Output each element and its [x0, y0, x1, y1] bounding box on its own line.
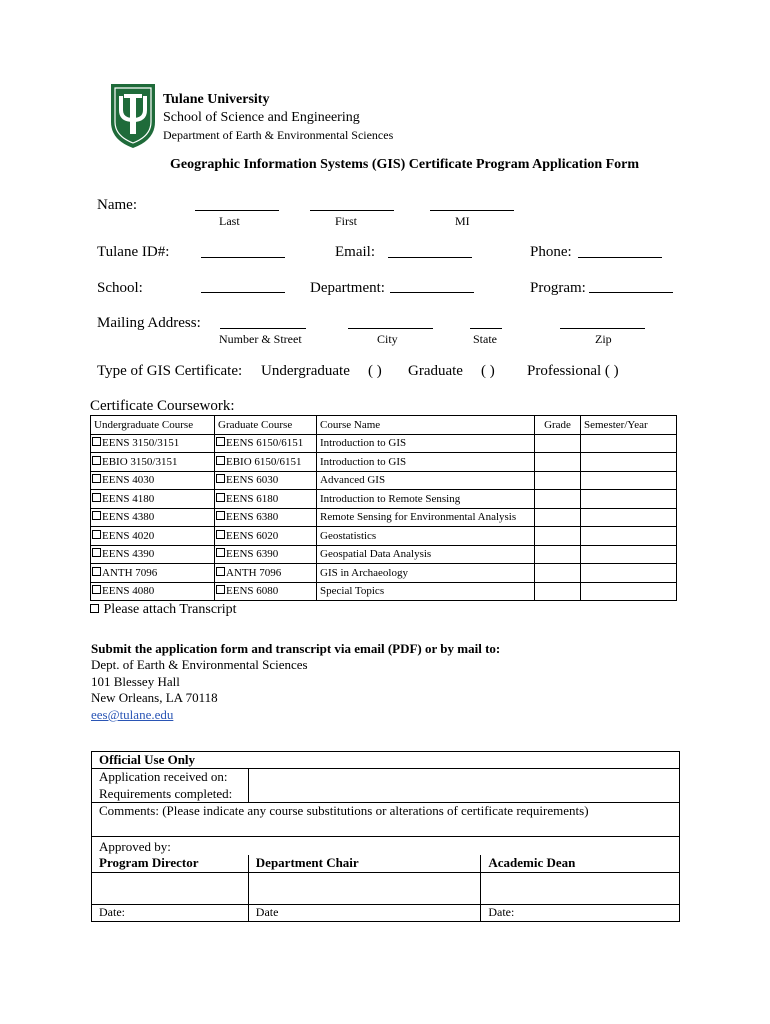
graduate-course-code: EBIO 6150/6151	[226, 455, 302, 468]
graduate-course-checkbox[interactable]	[216, 567, 225, 576]
department-name: Department of Earth & Environmental Sciences	[163, 128, 394, 142]
undergrad-course-cell[interactable]	[91, 434, 215, 453]
course-name: Remote Sensing for Environmental Analysis	[317, 508, 535, 527]
course-row	[91, 564, 677, 583]
semester-year-field[interactable]	[581, 564, 677, 583]
mi-caption: MI	[455, 214, 470, 228]
requirements-label: Requirements completed:	[92, 786, 249, 803]
name-label: Name:	[97, 197, 137, 213]
program-label: Program:	[530, 280, 586, 296]
course-row	[91, 545, 677, 564]
course-name: Introduction to GIS	[317, 434, 535, 453]
header-semester: Semester/Year	[581, 416, 677, 435]
phone-label: Phone:	[530, 244, 572, 260]
address-line-1: Dept. of Earth & Environmental Sciences	[91, 657, 308, 672]
undergrad-course-code: EENS 4180	[102, 492, 155, 505]
undergrad-course-code: EBIO 3150/3151	[102, 455, 178, 468]
undergrad-option-label: Undergraduate	[261, 363, 350, 379]
semester-year-field[interactable]	[581, 527, 677, 546]
undergrad-course-cell[interactable]	[91, 453, 215, 472]
undergrad-course-checkbox[interactable]	[92, 567, 101, 576]
course-name: Geostatistics	[317, 527, 535, 546]
tulane-id-label: Tulane ID#:	[97, 244, 170, 260]
school-label: School:	[97, 280, 143, 296]
graduate-option-label: Graduate	[408, 363, 463, 379]
professional-option[interactable]: Professional ( )	[527, 363, 619, 379]
undergrad-course-checkbox[interactable]	[92, 511, 101, 520]
course-name: Geospatial Data Analysis	[317, 545, 535, 564]
grade-field[interactable]	[535, 434, 581, 453]
semester-year-field[interactable]	[581, 508, 677, 527]
state-field[interactable]	[470, 328, 502, 329]
first-caption: First	[335, 214, 358, 228]
undergrad-course-code: EENS 4030	[102, 474, 155, 487]
header-course-name: Course Name	[317, 416, 535, 435]
program-director-label: Program Director	[92, 855, 249, 872]
coursework-title: Certificate Coursework:	[90, 398, 235, 414]
first-name-field[interactable]	[310, 210, 394, 211]
graduate-course-cell[interactable]	[215, 508, 317, 527]
transcript-checkbox[interactable]	[90, 604, 99, 613]
semester-year-field[interactable]	[581, 545, 677, 564]
department-chair-label: Department Chair	[248, 855, 481, 872]
comments-label: Comments: (Please indicate any course substitutions or alterations of certificate requirements)	[92, 803, 680, 837]
coursework-header-row	[91, 416, 677, 435]
director-date-label: Date:	[92, 904, 249, 921]
undergrad-course-checkbox[interactable]	[92, 456, 101, 465]
undergrad-course-checkbox[interactable]	[92, 493, 101, 502]
undergrad-course-cell[interactable]	[91, 582, 215, 601]
graduate-course-cell[interactable]	[215, 582, 317, 601]
chair-date-label: Date	[248, 904, 481, 921]
grade-field[interactable]	[535, 527, 581, 546]
city-caption: City	[377, 332, 398, 346]
department-chair-signature[interactable]	[248, 872, 481, 904]
received-label: Application received on:	[92, 769, 249, 786]
street-caption: Number & Street	[219, 332, 302, 346]
undergrad-course-cell[interactable]	[91, 471, 215, 490]
undergrad-course-code: EENS 4080	[102, 585, 155, 598]
zip-caption: Zip	[595, 332, 612, 346]
program-director-signature[interactable]	[92, 872, 249, 904]
graduate-course-code: EENS 6030	[226, 474, 279, 487]
street-field[interactable]	[220, 328, 306, 329]
school-field[interactable]	[201, 292, 285, 293]
state-caption: State	[473, 332, 497, 346]
undergrad-course-code: EENS 4380	[102, 511, 155, 524]
graduate-course-cell[interactable]	[215, 453, 317, 472]
course-row	[91, 490, 677, 509]
semester-year-field[interactable]	[581, 453, 677, 472]
dean-date-label: Date:	[481, 904, 680, 921]
graduate-course-cell[interactable]	[215, 545, 317, 564]
last-name-field[interactable]	[195, 210, 279, 211]
academic-dean-label: Academic Dean	[481, 855, 680, 872]
graduate-course-code: EENS 6180	[226, 492, 279, 505]
header-undergrad: Undergraduate Course	[91, 416, 215, 435]
mailing-address-label: Mailing Address:	[97, 315, 201, 331]
undergrad-course-checkbox[interactable]	[92, 437, 101, 446]
course-row	[91, 434, 677, 453]
program-field[interactable]	[589, 292, 673, 293]
course-row	[91, 508, 677, 527]
course-row	[91, 471, 677, 490]
course-name: Special Topics	[317, 582, 535, 601]
course-row	[91, 582, 677, 601]
graduate-course-cell[interactable]	[215, 490, 317, 509]
undergrad-course-code: EENS 3150/3151	[102, 437, 180, 450]
graduate-course-cell[interactable]	[215, 527, 317, 546]
department-label: Department:	[310, 280, 385, 296]
semester-year-field[interactable]	[581, 490, 677, 509]
grade-field[interactable]	[535, 453, 581, 472]
submit-heading: Submit the application form and transcript via email (PDF) or by mail to:	[91, 641, 501, 656]
grade-field[interactable]	[535, 545, 581, 564]
undergrad-course-checkbox[interactable]	[92, 474, 101, 483]
email-link[interactable]: ees@tulane.edu	[91, 707, 174, 722]
graduate-course-checkbox[interactable]	[216, 530, 225, 539]
course-name: GIS in Archaeology	[317, 564, 535, 583]
undergrad-course-code: EENS 4390	[102, 548, 155, 561]
cert-type-label: Type of GIS Certificate:	[97, 363, 243, 379]
grade-field[interactable]	[535, 508, 581, 527]
undergrad-course-checkbox[interactable]	[92, 585, 101, 594]
course-name: Introduction to GIS	[317, 453, 535, 472]
approved-by-label: Approved by:	[92, 837, 680, 856]
graduate-course-checkbox[interactable]	[216, 585, 225, 594]
academic-dean-signature[interactable]	[481, 872, 680, 904]
phone-field[interactable]	[578, 257, 662, 258]
form-title: Geographic Information Systems (GIS) Certificate Program Application Form	[170, 157, 640, 172]
grade-field[interactable]	[535, 564, 581, 583]
graduate-course-checkbox[interactable]	[216, 437, 225, 446]
course-name: Advanced GIS	[317, 471, 535, 490]
department-field[interactable]	[390, 292, 474, 293]
undergrad-course-code: EENS 4020	[102, 529, 155, 542]
undergrad-course-cell[interactable]	[91, 545, 215, 564]
graduate-course-cell[interactable]	[215, 471, 317, 490]
course-name: Introduction to Remote Sensing	[317, 490, 535, 509]
requirements-field[interactable]	[248, 786, 679, 803]
transcript-checkbox-row[interactable]	[90, 602, 236, 618]
last-caption: Last	[219, 214, 240, 228]
graduate-course-code: EENS 6380	[226, 511, 279, 524]
graduate-course-cell[interactable]	[215, 434, 317, 453]
semester-year-field[interactable]	[581, 582, 677, 601]
semester-year-field[interactable]	[581, 471, 677, 490]
course-row	[91, 527, 677, 546]
undergrad-course-cell[interactable]	[91, 564, 215, 583]
email-label: Email:	[335, 244, 375, 260]
transcript-label: Please attach Transcript	[103, 602, 237, 617]
graduate-course-code: ANTH 7096	[226, 566, 282, 579]
coursework-table	[90, 415, 677, 601]
grade-field[interactable]	[535, 490, 581, 509]
official-use-title: Official Use Only	[92, 752, 680, 769]
undergrad-course-cell[interactable]	[91, 490, 215, 509]
graduate-course-checkbox[interactable]	[216, 548, 225, 557]
official-use-table	[91, 751, 680, 922]
graduate-course-cell[interactable]	[215, 564, 317, 583]
grade-field[interactable]	[535, 582, 581, 601]
graduate-course-code: EENS 6150/6151	[226, 437, 304, 450]
mi-field[interactable]	[430, 210, 514, 211]
undergrad-course-cell[interactable]	[91, 508, 215, 527]
graduate-course-checkbox[interactable]	[216, 456, 225, 465]
course-row	[91, 453, 677, 472]
address-line-3: New Orleans, LA 70118	[91, 690, 218, 705]
undergrad-course-checkbox[interactable]	[92, 530, 101, 539]
graduate-option[interactable]: ( )	[481, 363, 495, 379]
graduate-course-code: EENS 6390	[226, 548, 279, 561]
semester-year-field[interactable]	[581, 434, 677, 453]
city-field[interactable]	[348, 328, 433, 329]
undergrad-course-code: ANTH 7096	[102, 566, 158, 579]
school-name: School of Science and Engineering	[163, 110, 360, 125]
graduate-course-checkbox[interactable]	[216, 511, 225, 520]
grade-field[interactable]	[535, 471, 581, 490]
header-graduate: Graduate Course	[215, 416, 317, 435]
zip-field[interactable]	[560, 328, 645, 329]
email-field[interactable]	[388, 257, 472, 258]
graduate-course-code: EENS 6080	[226, 585, 279, 598]
undergrad-option[interactable]: ( )	[368, 363, 382, 379]
graduate-course-checkbox[interactable]	[216, 474, 225, 483]
received-field[interactable]	[248, 769, 679, 786]
university-name: Tulane University	[163, 92, 270, 107]
tulane-id-field[interactable]	[201, 257, 285, 258]
graduate-course-code: EENS 6020	[226, 529, 279, 542]
header-grade: Grade	[535, 416, 581, 435]
address-line-2: 101 Blessey Hall	[91, 674, 180, 689]
tulane-shield-logo	[109, 82, 157, 150]
graduate-course-checkbox[interactable]	[216, 493, 225, 502]
undergrad-course-checkbox[interactable]	[92, 548, 101, 557]
undergrad-course-cell[interactable]	[91, 527, 215, 546]
